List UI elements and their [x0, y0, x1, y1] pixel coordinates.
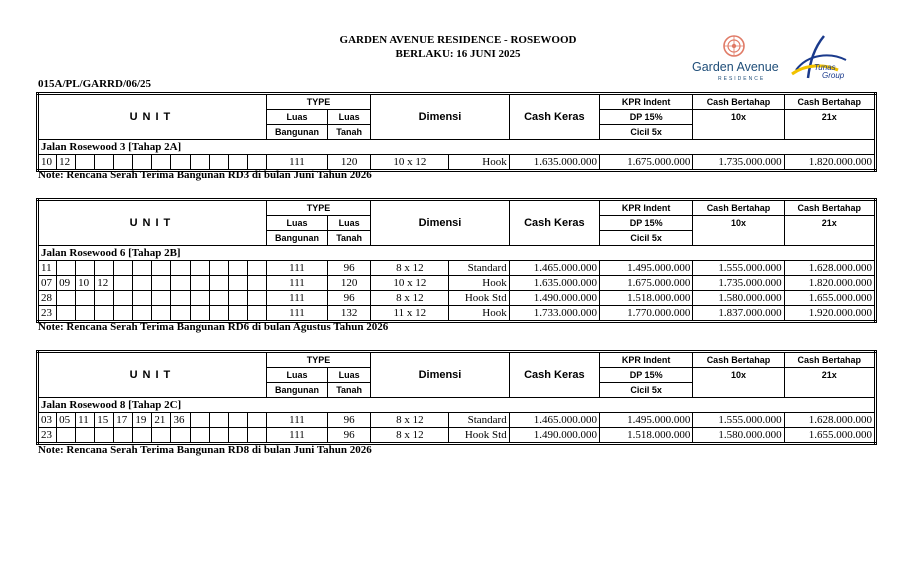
type-header: TYPE [266, 94, 370, 110]
unit-cell [152, 428, 171, 444]
unit-cell [171, 276, 190, 291]
cb21-header-2: 21x [784, 368, 875, 398]
unit-cell [95, 291, 114, 306]
unit-cell [114, 428, 133, 444]
unit-cell [171, 306, 190, 322]
luas-tanah-header-1: Luas [328, 216, 371, 231]
luas-tanah-cell: 132 [328, 306, 371, 322]
garden-avenue-logo-text: Garden Avenue [692, 60, 779, 74]
cb21-header-1: Cash Bertahap [784, 352, 875, 368]
kpr-cell: 1.770.000.000 [600, 306, 693, 322]
kpr-header-3: Cicil 5x [600, 125, 693, 140]
luas-tanah-header-2: Tanah [328, 383, 371, 398]
cb10-header-2: 10x [693, 216, 784, 246]
cb21-cell: 1.655.000.000 [784, 428, 875, 444]
price-table-rd6 [36, 198, 877, 323]
unit-cell [114, 261, 133, 276]
kpr-cell: 1.675.000.000 [600, 155, 693, 171]
luas-tanah-header-2: Tanah [328, 125, 371, 140]
cash-keras-cell: 1.490.000.000 [509, 428, 599, 444]
unit-cell [228, 261, 247, 276]
posisi-cell: Hook [449, 276, 509, 291]
unit-cell: 21 [152, 413, 171, 428]
unit-cell [190, 276, 209, 291]
unit-cell [209, 428, 228, 444]
note-rd3: Note: Rencana Serah Terima Bangunan RD3 di bulan Juni Tahun 2026 [38, 169, 372, 181]
cb21-cell: 1.920.000.000 [784, 306, 875, 322]
page-subtitle: BERLAKU: 16 JUNI 2025 [395, 48, 521, 60]
cb10-header-2: 10x [693, 368, 784, 398]
dimensi-cell: 10 x 12 [371, 155, 449, 171]
cb21-header-2: 21x [784, 110, 875, 140]
unit-cell [133, 261, 152, 276]
unit-cell [247, 306, 266, 322]
unit-cell [209, 276, 228, 291]
posisi-cell: Standard [449, 413, 509, 428]
garden-avenue-logo-icon [722, 34, 746, 58]
unit-cell: 07 [38, 276, 57, 291]
unit-cell: 23 [38, 306, 57, 322]
unit-cell [76, 261, 95, 276]
cash-keras-cell: 1.733.000.000 [509, 306, 599, 322]
luas-bangunan-header-2: Bangunan [266, 125, 327, 140]
kpr-cell: 1.518.000.000 [600, 291, 693, 306]
unit-cell: 12 [57, 155, 76, 171]
kpr-cell: 1.495.000.000 [600, 413, 693, 428]
unit-cell [76, 428, 95, 444]
kpr-header-1: KPR Indent [600, 352, 693, 368]
unit-cell [247, 413, 266, 428]
luas-bangunan-cell: 111 [266, 155, 327, 171]
unit-cell [209, 306, 228, 322]
cash-keras-header: Cash Keras [509, 352, 599, 398]
kpr-header-2: DP 15% [600, 110, 693, 125]
unit-cell [57, 306, 76, 322]
cb10-cell: 1.555.000.000 [693, 413, 784, 428]
cb10-header-1: Cash Bertahap [693, 94, 784, 110]
kpr-header-2: DP 15% [600, 216, 693, 231]
note-rd6: Note: Rencana Serah Terima Bangunan RD6 di bulan Agustus Tahun 2026 [38, 321, 389, 333]
unit-cell [152, 291, 171, 306]
unit-cell [190, 428, 209, 444]
unit-cell [133, 428, 152, 444]
luas-tanah-cell: 96 [328, 261, 371, 276]
garden-avenue-logo-sub: RESIDENCE [718, 76, 766, 82]
unit-cell [152, 261, 171, 276]
unit-cell [228, 291, 247, 306]
unit-cell [190, 413, 209, 428]
posisi-cell: Hook [449, 306, 509, 322]
unit-cell: 11 [76, 413, 95, 428]
unit-cell [171, 261, 190, 276]
cb10-cell: 1.580.000.000 [693, 291, 784, 306]
price-table-rd3 [36, 92, 877, 172]
table-row [38, 428, 876, 444]
dimensi-header: Dimensi [371, 352, 509, 398]
unit-cell [95, 306, 114, 322]
luas-bangunan-header-1: Luas [266, 110, 327, 125]
dimensi-cell: 10 x 12 [371, 276, 449, 291]
cash-keras-cell: 1.635.000.000 [509, 276, 599, 291]
dimensi-cell: 8 x 12 [371, 261, 449, 276]
dimensi-cell: 8 x 12 [371, 428, 449, 444]
table-row [38, 261, 876, 276]
kpr-header-3: Cicil 5x [600, 231, 693, 246]
unit-header: UNIT [38, 94, 267, 140]
cb10-cell: 1.837.000.000 [693, 306, 784, 322]
luas-bangunan-cell: 111 [266, 291, 327, 306]
type-header: TYPE [266, 200, 370, 216]
cb21-cell: 1.655.000.000 [784, 291, 875, 306]
section-title: Jalan Rosewood 8 [Tahap 2C] [38, 398, 876, 413]
dimensi-cell: 8 x 12 [371, 413, 449, 428]
section-title: Jalan Rosewood 3 [Tahap 2A] [38, 140, 876, 155]
unit-cell [95, 261, 114, 276]
cb10-header-1: Cash Bertahap [693, 200, 784, 216]
tunas-group-logo-icon [788, 34, 858, 84]
luas-bangunan-cell: 111 [266, 306, 327, 322]
cash-keras-cell: 1.465.000.000 [509, 261, 599, 276]
luas-bangunan-cell: 111 [266, 428, 327, 444]
cash-keras-header: Cash Keras [509, 94, 599, 140]
cb21-cell: 1.628.000.000 [784, 261, 875, 276]
cb21-header-1: Cash Bertahap [784, 94, 875, 110]
document-number: 015A/PL/GARRD/06/25 [38, 78, 152, 90]
unit-cell: 10 [38, 155, 57, 171]
table-row [38, 413, 876, 428]
kpr-header-1: KPR Indent [600, 94, 693, 110]
cb10-cell: 1.555.000.000 [693, 261, 784, 276]
unit-cell: 11 [38, 261, 57, 276]
unit-cell [133, 291, 152, 306]
dimensi-header: Dimensi [371, 200, 509, 246]
page-title: GARDEN AVENUE RESIDENCE - ROSEWOOD [339, 34, 577, 46]
unit-cell [57, 291, 76, 306]
unit-header: UNIT [38, 200, 267, 246]
luas-tanah-header-1: Luas [328, 368, 371, 383]
unit-cell [228, 276, 247, 291]
unit-cell [209, 291, 228, 306]
kpr-cell: 1.495.000.000 [600, 261, 693, 276]
luas-tanah-cell: 120 [328, 276, 371, 291]
unit-cell [114, 291, 133, 306]
luas-tanah-header-2: Tanah [328, 231, 371, 246]
unit-header: UNIT [38, 352, 267, 398]
table-row [38, 291, 876, 306]
unit-cell [171, 428, 190, 444]
unit-cell [209, 413, 228, 428]
tunas-text-2: Group [822, 71, 845, 80]
unit-cell: 03 [38, 413, 57, 428]
unit-cell [133, 306, 152, 322]
price-table-rd8 [36, 350, 877, 445]
table-row [38, 276, 876, 291]
unit-cell: 17 [114, 413, 133, 428]
luas-tanah-cell: 120 [328, 155, 371, 171]
luas-tanah-cell: 96 [328, 413, 371, 428]
unit-cell: 36 [171, 413, 190, 428]
cb10-cell: 1.735.000.000 [693, 155, 784, 171]
luas-bangunan-cell: 111 [266, 276, 327, 291]
unit-cell: 15 [95, 413, 114, 428]
unit-cell [190, 291, 209, 306]
cash-keras-cell: 1.635.000.000 [509, 155, 599, 171]
unit-cell [114, 276, 133, 291]
dimensi-header: Dimensi [371, 94, 509, 140]
posisi-cell: Standard [449, 261, 509, 276]
note-rd8: Note: Rencana Serah Terima Bangunan RD8 di bulan Juni Tahun 2026 [38, 444, 372, 456]
cb10-header-2: 10x [693, 110, 784, 140]
unit-cell [228, 413, 247, 428]
luas-bangunan-cell: 111 [266, 261, 327, 276]
dimensi-cell: 8 x 12 [371, 291, 449, 306]
unit-cell [247, 428, 266, 444]
unit-cell [247, 261, 266, 276]
unit-cell [152, 306, 171, 322]
luas-bangunan-header-2: Bangunan [266, 231, 327, 246]
kpr-header-3: Cicil 5x [600, 383, 693, 398]
cash-keras-cell: 1.465.000.000 [509, 413, 599, 428]
kpr-header-1: KPR Indent [600, 200, 693, 216]
unit-cell [114, 306, 133, 322]
kpr-cell: 1.675.000.000 [600, 276, 693, 291]
luas-tanah-header-1: Luas [328, 110, 371, 125]
luas-bangunan-header-2: Bangunan [266, 383, 327, 398]
unit-cell: 23 [38, 428, 57, 444]
unit-cell [171, 291, 190, 306]
cb21-header-2: 21x [784, 216, 875, 246]
cb21-header-1: Cash Bertahap [784, 200, 875, 216]
unit-cell: 09 [57, 276, 76, 291]
tunas-group-logo [788, 34, 858, 89]
cb10-header-1: Cash Bertahap [693, 352, 784, 368]
dimensi-cell: 11 x 12 [371, 306, 449, 322]
cb21-cell: 1.820.000.000 [784, 155, 875, 171]
unit-cell [152, 276, 171, 291]
unit-cell [190, 261, 209, 276]
unit-cell [76, 291, 95, 306]
cb21-cell: 1.628.000.000 [784, 413, 875, 428]
posisi-cell: Hook Std [449, 428, 509, 444]
unit-cell [190, 306, 209, 322]
cash-keras-header: Cash Keras [509, 200, 599, 246]
unit-cell: 28 [38, 291, 57, 306]
luas-bangunan-header-1: Luas [266, 216, 327, 231]
unit-cell: 19 [133, 413, 152, 428]
cb21-cell: 1.820.000.000 [784, 276, 875, 291]
unit-cell: 12 [95, 276, 114, 291]
cb10-cell: 1.735.000.000 [693, 276, 784, 291]
logos [692, 34, 862, 84]
kpr-header-2: DP 15% [600, 368, 693, 383]
table-row [38, 306, 876, 322]
posisi-cell: Hook [449, 155, 509, 171]
luas-bangunan-cell: 111 [266, 413, 327, 428]
unit-cell [247, 291, 266, 306]
tunas-text-1: Tunas [814, 63, 836, 72]
unit-cell: 05 [57, 413, 76, 428]
unit-cell [57, 428, 76, 444]
unit-cell [76, 306, 95, 322]
unit-cell [133, 276, 152, 291]
unit-cell [247, 276, 266, 291]
unit-cell [228, 306, 247, 322]
section-title: Jalan Rosewood 6 [Tahap 2B] [38, 246, 876, 261]
unit-cell [228, 428, 247, 444]
unit-cell: 10 [76, 276, 95, 291]
type-header: TYPE [266, 352, 370, 368]
cb10-cell: 1.580.000.000 [693, 428, 784, 444]
unit-cell [57, 261, 76, 276]
posisi-cell: Hook Std [449, 291, 509, 306]
unit-cell [209, 261, 228, 276]
unit-cell [95, 428, 114, 444]
luas-tanah-cell: 96 [328, 428, 371, 444]
luas-tanah-cell: 96 [328, 291, 371, 306]
kpr-cell: 1.518.000.000 [600, 428, 693, 444]
cash-keras-cell: 1.490.000.000 [509, 291, 599, 306]
luas-bangunan-header-1: Luas [266, 368, 327, 383]
